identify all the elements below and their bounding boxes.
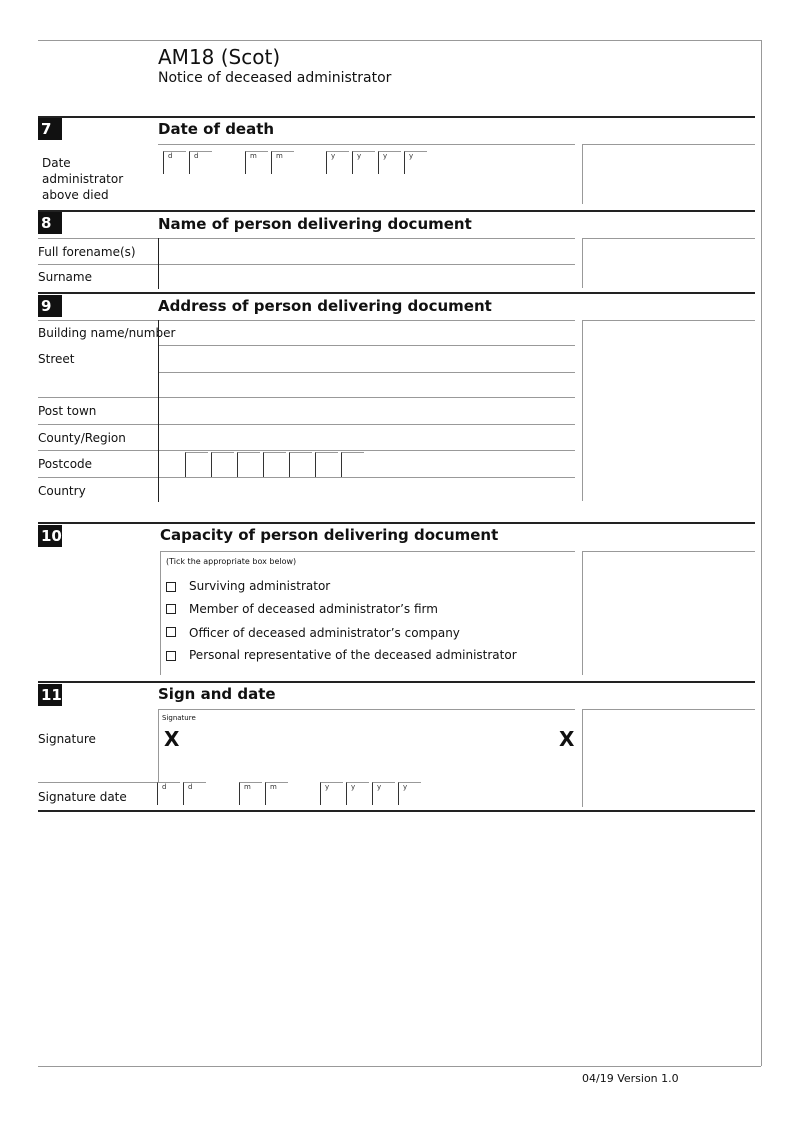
- country-input[interactable]: [160, 479, 574, 501]
- surname-input[interactable]: [160, 266, 574, 288]
- post-town-label: Post town: [38, 404, 97, 418]
- surname-label: Surname: [38, 270, 92, 284]
- date-hint: y: [331, 152, 336, 160]
- building-input[interactable]: [160, 322, 574, 344]
- form-title: Notice of deceased administrator: [158, 70, 392, 86]
- option-checkbox[interactable]: [166, 582, 176, 592]
- bottom-border: [38, 1066, 761, 1067]
- forename-input[interactable]: [160, 240, 574, 262]
- signature-box-caption: Signature: [162, 714, 196, 722]
- section-10-title: Capacity of person delivering document: [160, 526, 499, 544]
- street-input-2[interactable]: [160, 374, 574, 396]
- section-10-number: 10: [38, 525, 62, 547]
- section-7-number: 7: [38, 118, 62, 140]
- country-label: Country: [38, 484, 86, 498]
- date-hint: y: [377, 783, 382, 791]
- date-hint: m: [250, 152, 257, 160]
- option-checkbox[interactable]: [166, 651, 176, 661]
- sign-here-mark-right: X: [559, 727, 575, 751]
- section-8-title: Name of person delivering document: [158, 215, 472, 233]
- post-town-input[interactable]: [160, 399, 574, 423]
- sign-here-mark-left: X: [164, 727, 180, 751]
- tick-instruction: (Tick the appropriate box below): [166, 557, 297, 566]
- option-surviving-administrator: Surviving administrator: [189, 579, 331, 593]
- top-border: [38, 40, 761, 41]
- forename-label: Full forename(s): [38, 245, 136, 259]
- section-9-title: Address of person delivering document: [158, 297, 492, 315]
- right-border: [761, 40, 762, 1066]
- section-11-number: 11: [38, 684, 62, 706]
- section-9-number: 9: [38, 295, 62, 317]
- version-footer: 04/19 Version 1.0: [582, 1072, 679, 1085]
- date-hint: y: [325, 783, 330, 791]
- building-label: Building name/number: [38, 326, 176, 340]
- date-hint: d: [188, 783, 193, 791]
- signature-label: Signature: [38, 732, 96, 746]
- date-hint: d: [194, 152, 199, 160]
- street-input-1[interactable]: [160, 347, 574, 371]
- form-code: AM18 (Scot): [158, 45, 281, 69]
- date-hint: m: [244, 783, 251, 791]
- option-checkbox[interactable]: [166, 627, 176, 637]
- date-hint: y: [403, 783, 408, 791]
- county-label: County/Region: [38, 431, 126, 445]
- date-hint: y: [383, 152, 388, 160]
- option-checkbox[interactable]: [166, 604, 176, 614]
- date-hint: m: [276, 152, 283, 160]
- signature-date-label: Signature date: [38, 790, 127, 804]
- date-of-death-label: Date administrator above died: [42, 156, 124, 202]
- option-member-of-firm: Member of deceased administrator’s firm: [189, 602, 438, 616]
- date-hint: d: [168, 152, 173, 160]
- county-input[interactable]: [160, 426, 574, 449]
- date-hint: y: [409, 152, 414, 160]
- option-officer-of-company: Officer of deceased administrator’s company: [189, 626, 460, 640]
- date-hint: y: [351, 783, 356, 791]
- date-hint: m: [270, 783, 277, 791]
- section-8-number: 8: [38, 212, 62, 234]
- postcode-label: Postcode: [38, 457, 93, 471]
- date-hint: d: [162, 783, 167, 791]
- option-personal-representative: Personal representative of the deceased administrator: [189, 648, 517, 662]
- date-hint: y: [357, 152, 362, 160]
- signature-input[interactable]: [160, 726, 575, 778]
- section-7-title: Date of death: [158, 120, 275, 138]
- street-label: Street: [38, 352, 75, 366]
- section-11-title: Sign and date: [158, 685, 276, 703]
